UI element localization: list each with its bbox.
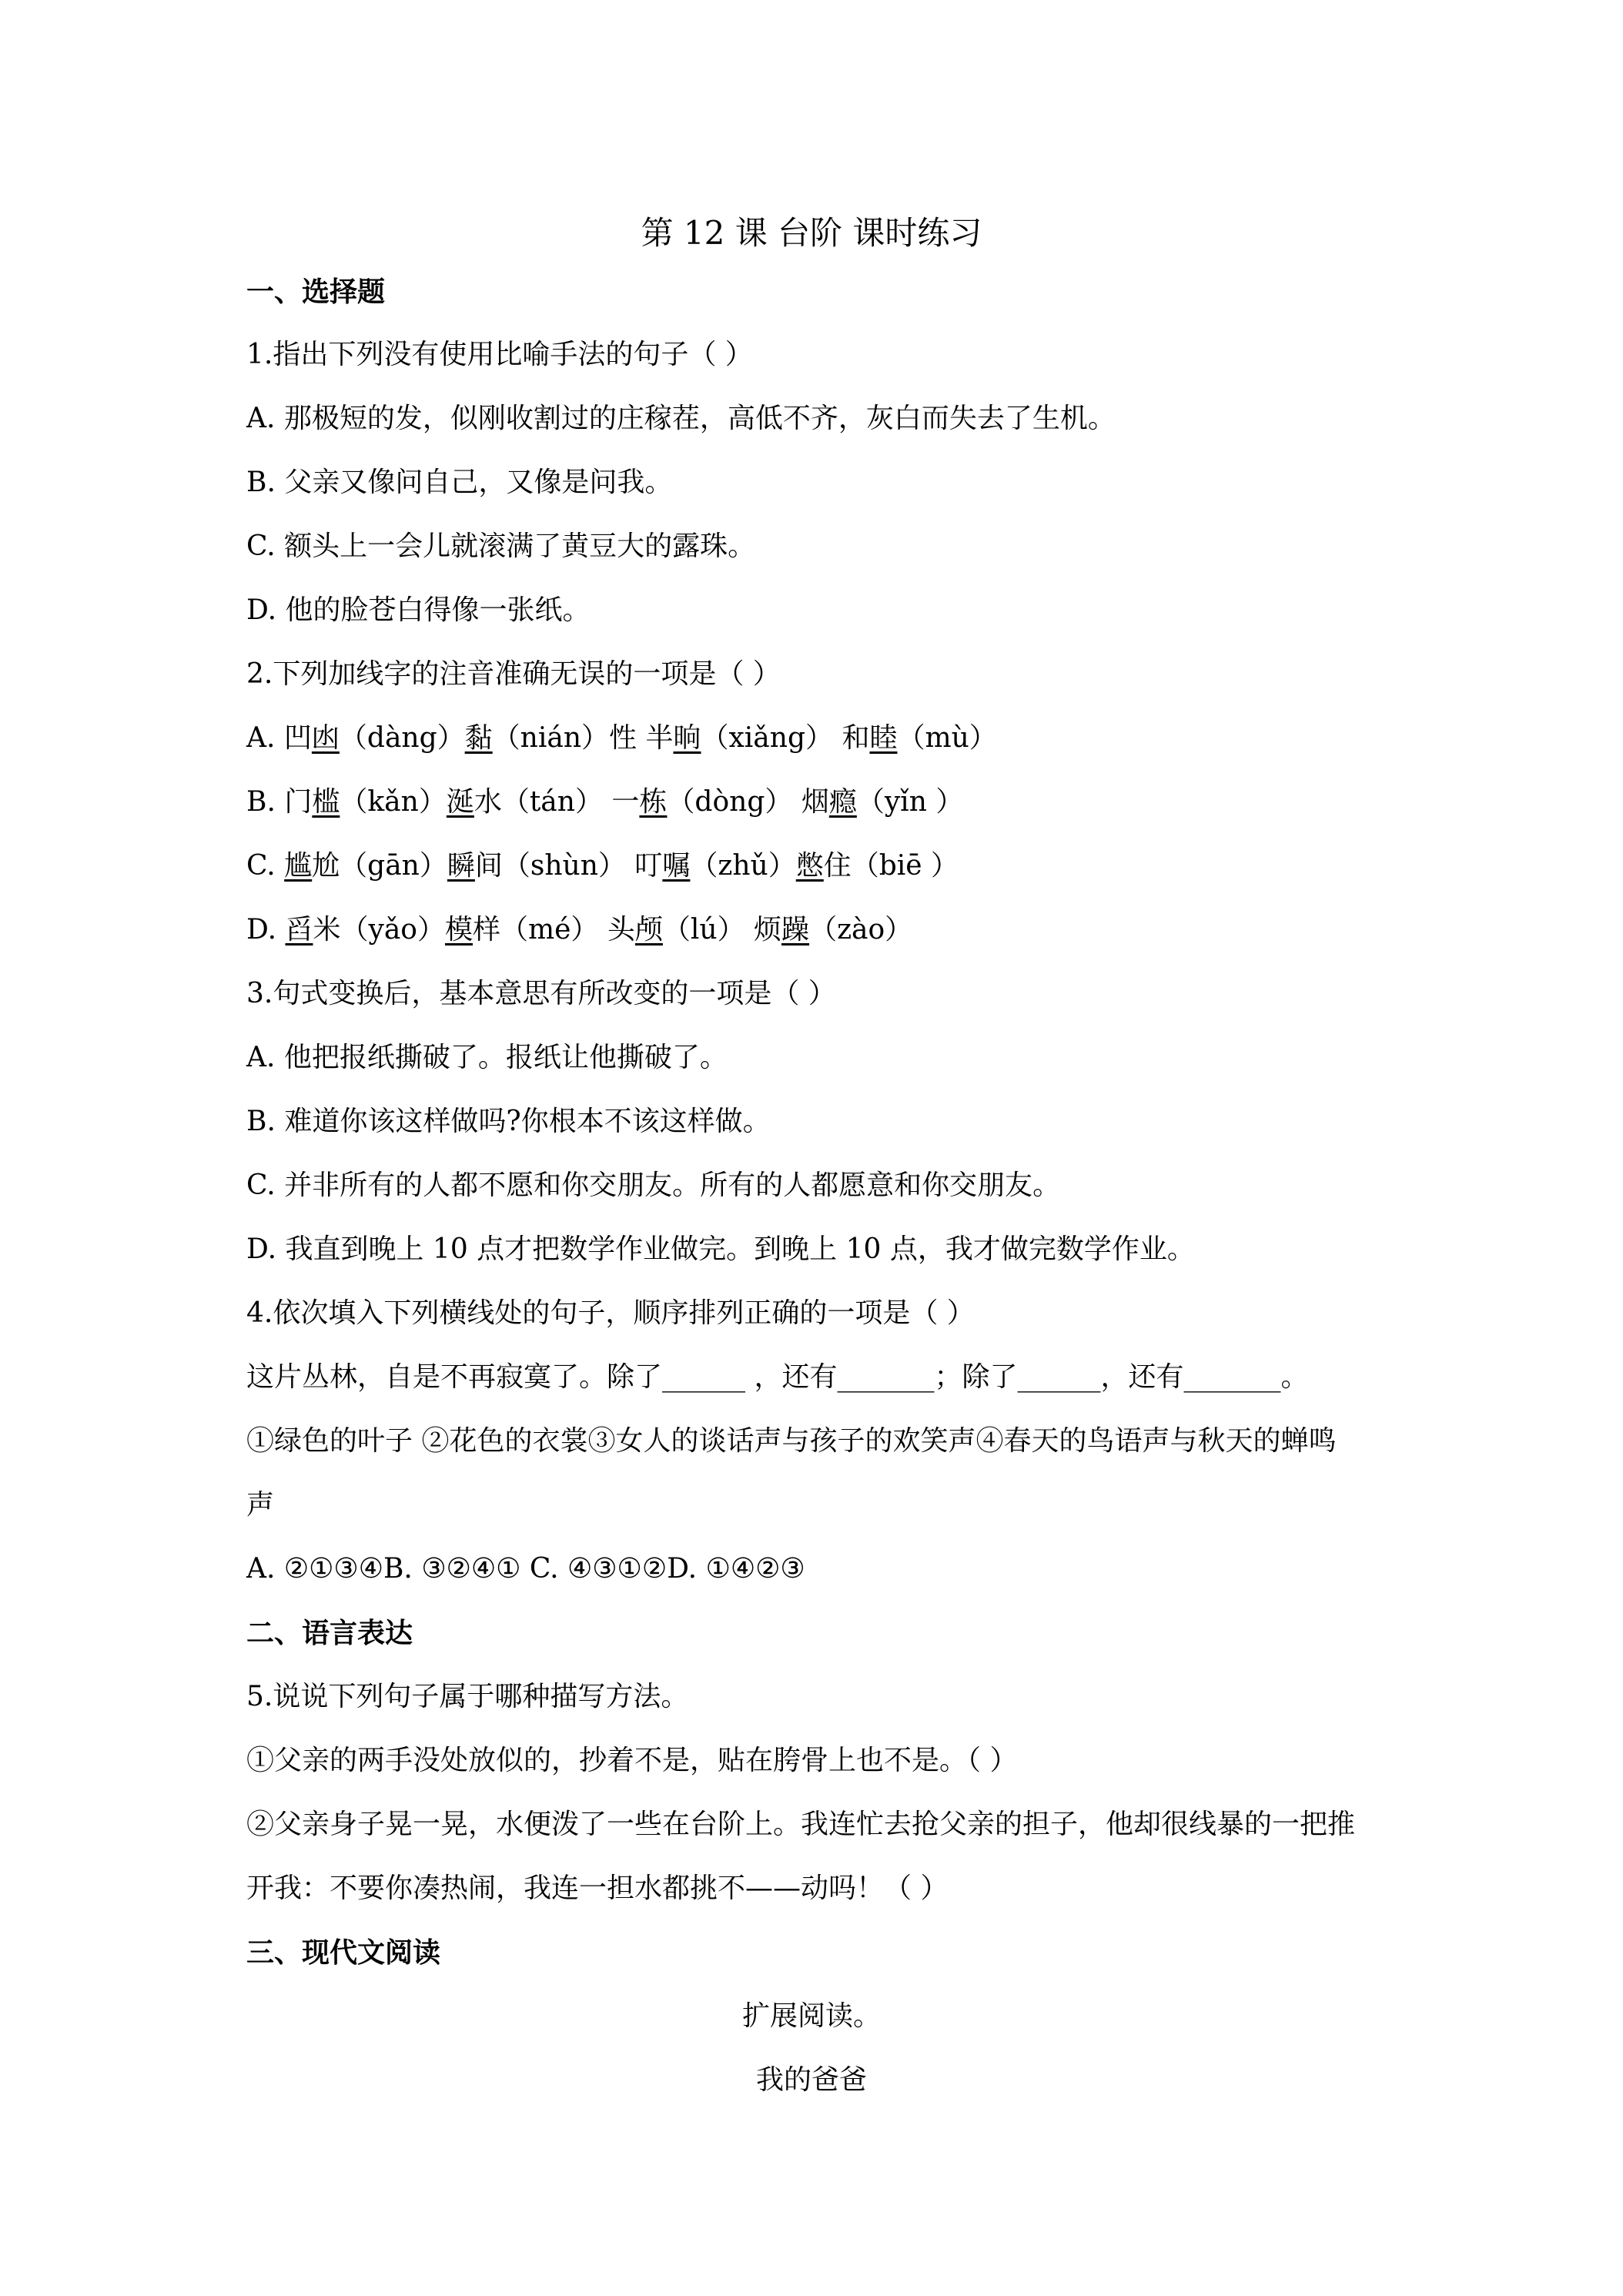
option-text: 住（biē ） bbox=[823, 850, 959, 882]
q3-stem: 3.句式变换后，基本意思有所改变的一项是（ ） bbox=[246, 978, 836, 1009]
reading-intro: 扩展阅读。 bbox=[741, 2000, 881, 2032]
option-text: 间（shùn） 叮 bbox=[474, 850, 663, 882]
q3-option-a: A. 他把报纸撕破了。报纸让他撕破了。 bbox=[246, 1042, 728, 1073]
option-text: （mù） bbox=[897, 722, 997, 754]
underlined-character: 槛 bbox=[312, 786, 340, 818]
q5-item2-line1: ②父亲身子晃一晃，水便泼了一些在台阶上。我连忙去抢父亲的担子，他却很线暴的一把推 bbox=[246, 1809, 1356, 1840]
section-heading-reading: 三、现代文阅读 bbox=[246, 1936, 441, 1969]
underlined-character: 凼 bbox=[311, 722, 340, 754]
option-text: （yǐn ） bbox=[856, 786, 964, 818]
q2-stem: 2.下列加线字的注音准确无误的一项是（ ） bbox=[246, 658, 781, 690]
option-text: 尬（gān） bbox=[312, 850, 447, 882]
underlined-character: 栋 bbox=[639, 786, 668, 818]
option-text: A. 凹 bbox=[246, 722, 312, 754]
q4-sentence: 这片丛林，自是不再寂寞了。除了______ ，还有_______；除了______，还有_______。 bbox=[246, 1361, 1309, 1393]
option-text: C. bbox=[246, 850, 285, 882]
q2-option-d bbox=[246, 912, 1386, 949]
underlined-character: 晌 bbox=[673, 722, 701, 754]
q1-option-d: D. 他的脸苍白得像一张纸。 bbox=[246, 594, 591, 626]
option-text: D. bbox=[246, 914, 286, 946]
underlined-character: 睦 bbox=[869, 722, 898, 754]
q2-option-c bbox=[246, 848, 1386, 885]
q5-item2-line2: 开我：不要你凑热闹，我连一担水都挑不——动吗！（ ） bbox=[246, 1873, 949, 1904]
option-text: B. 门 bbox=[246, 786, 313, 818]
underlined-character: 颅 bbox=[634, 914, 663, 946]
q1-stem: 1.指出下列没有使用比喻手法的句子（ ） bbox=[246, 339, 753, 370]
q3-option-b: B. 难道你该这样做吗?你根本不该这样做。 bbox=[246, 1106, 771, 1137]
section-heading-choice: 一、选择题 bbox=[246, 276, 386, 308]
underlined-character: 黏 bbox=[464, 722, 493, 754]
option-text: 水（tán） 一 bbox=[474, 786, 640, 818]
section-heading-language: 二、语言表达 bbox=[246, 1617, 413, 1649]
underlined-character: 舀 bbox=[285, 914, 313, 946]
q4-stem: 4.依次填入下列横线处的句子，顺序排列正确的一项是（ ） bbox=[246, 1297, 975, 1329]
reading-title: 我的爸爸 bbox=[755, 2064, 867, 2096]
option-text: （kǎn） bbox=[340, 786, 447, 818]
q4-options-line2: 声 bbox=[246, 1489, 275, 1521]
q4-options-line1: ①绿色的叶子 ②花色的衣裳③女人的谈话声与孩子的欢笑声④春天的鸟语声与秋天的蝉鸣 bbox=[246, 1425, 1337, 1457]
q3-option-d: D. 我直到晚上 10 点才把数学作业做完。到晚上 10 点，我才做完数学作业。 bbox=[246, 1233, 1195, 1265]
underlined-character: 模 bbox=[444, 914, 473, 946]
underlined-character: 躁 bbox=[781, 914, 810, 946]
q1-option-c: C. 额头上一会儿就滚满了黄豆大的露珠。 bbox=[246, 530, 756, 562]
q5-stem: 5.说说下列句子属于哪种描写方法。 bbox=[246, 1681, 689, 1712]
underlined-character: 尴 bbox=[284, 850, 313, 882]
q2-option-a bbox=[246, 720, 1386, 757]
option-text: （nián）性 半 bbox=[492, 722, 674, 754]
option-text: （zào） bbox=[809, 914, 913, 946]
underlined-character: 憋 bbox=[795, 850, 824, 882]
q3-option-c: C. 并非所有的人都不愿和你交朋友。所有的人都愿意和你交朋友。 bbox=[246, 1170, 1061, 1201]
option-text: （dòng） 烟 bbox=[667, 786, 829, 818]
page-title: 第 12 课 台阶 课时练习 bbox=[641, 214, 982, 252]
option-text: （dàng） bbox=[339, 722, 465, 754]
q4-choices: A. ②①③④B. ③②④① C. ④③①②D. ①④②③ bbox=[246, 1553, 805, 1585]
option-text: 米（yǎo） bbox=[313, 914, 445, 946]
underlined-character: 涎 bbox=[446, 786, 474, 818]
option-text: （zhǔ） bbox=[690, 850, 796, 882]
option-text: 样（mé） 头 bbox=[472, 914, 635, 946]
underlined-character: 嘱 bbox=[662, 850, 691, 882]
option-text: （lú） 烦 bbox=[662, 914, 782, 946]
q1-option-b: B. 父亲又像问自己，又像是问我。 bbox=[246, 467, 673, 498]
q1-option-a: A. 那极短的发，似刚收割过的庄稼茬，高低不齐，灰白而失去了生机。 bbox=[246, 403, 1116, 434]
q2-option-b bbox=[246, 784, 1386, 821]
option-text: （xiǎng） 和 bbox=[701, 722, 870, 754]
q5-item1: ①父亲的两手没处放似的，抄着不是，贴在胯骨上也不是。（ ） bbox=[246, 1745, 1018, 1776]
underlined-character: 瘾 bbox=[828, 786, 857, 818]
underlined-character: 瞬 bbox=[447, 850, 475, 882]
